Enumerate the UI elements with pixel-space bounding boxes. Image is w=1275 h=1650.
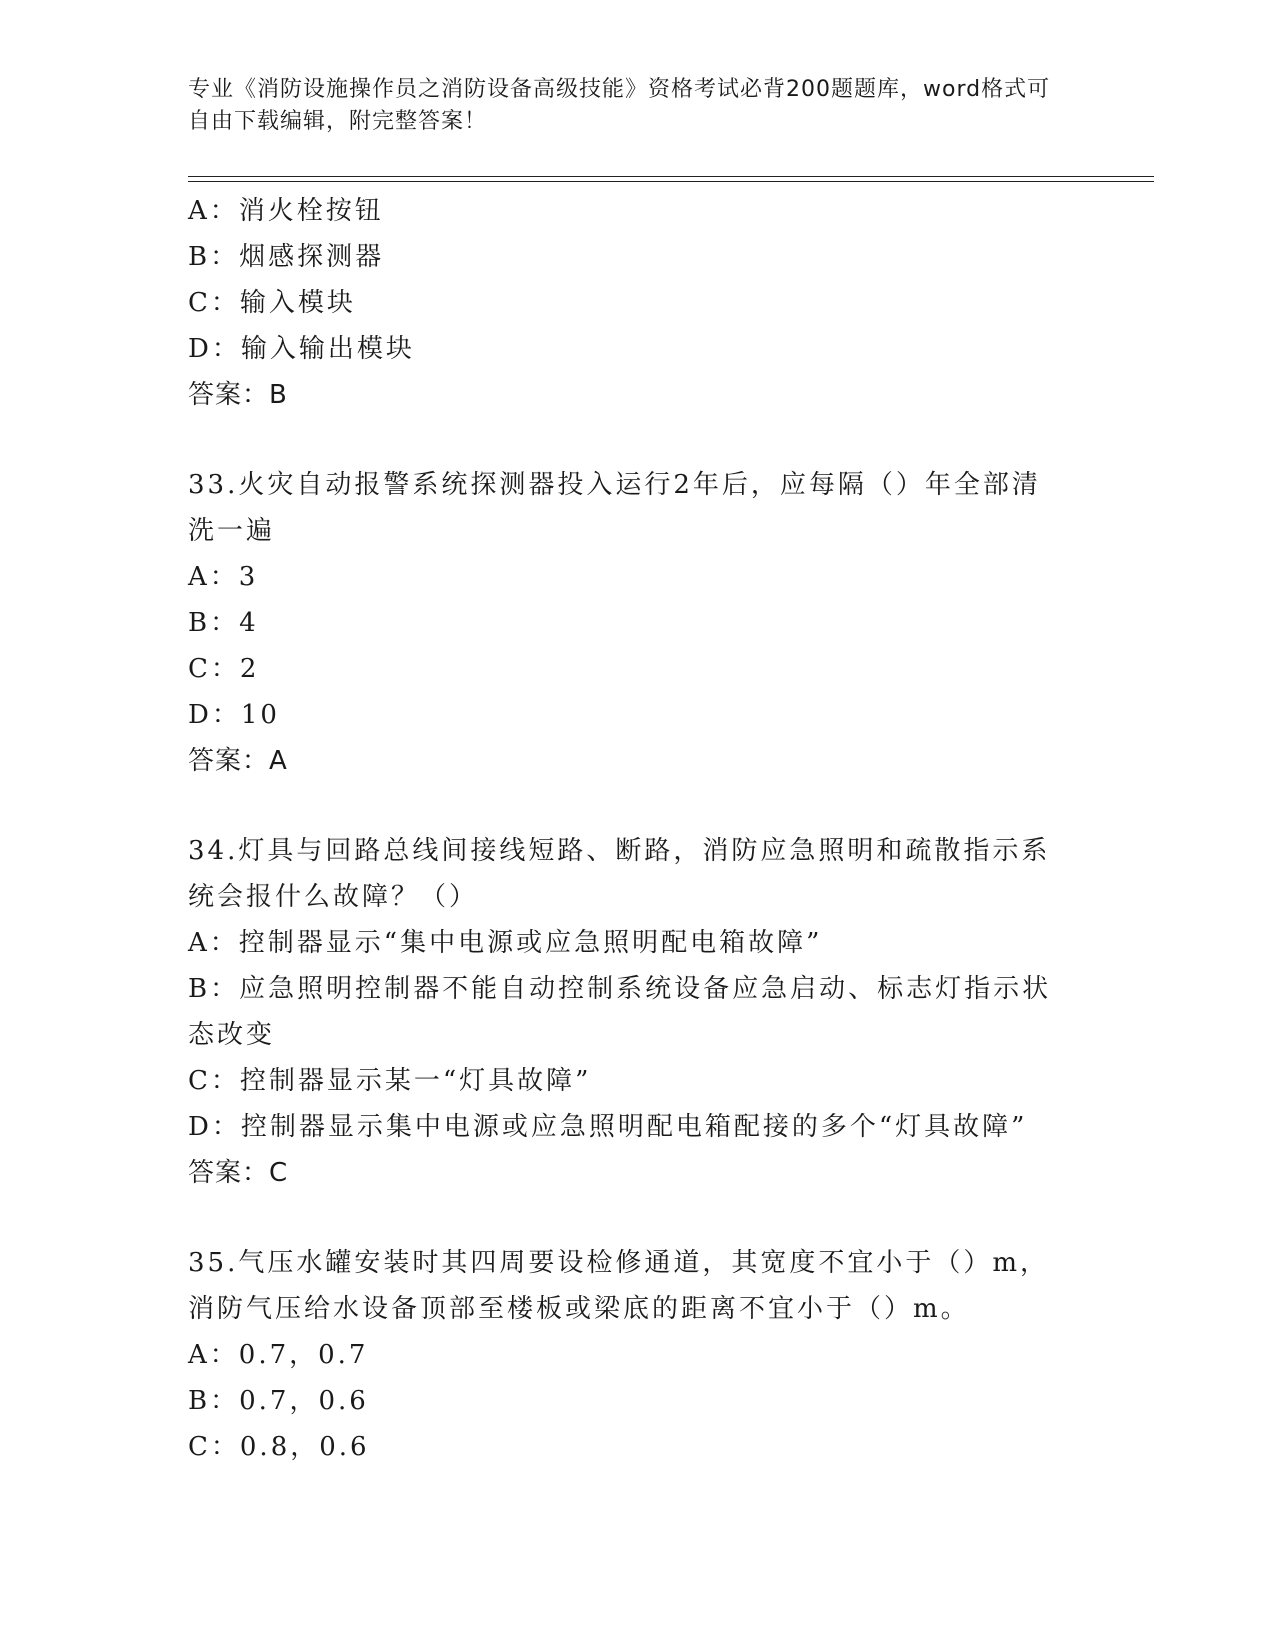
- option-d: D：输入输出模块: [188, 334, 415, 364]
- option-a: A：3: [188, 562, 259, 592]
- option-d: D：控制器显示集中电源或应急照明配电箱配接的多个“灯具故障”: [188, 1112, 1028, 1142]
- option-b: B：烟感探测器: [188, 242, 385, 272]
- question-text: 35.气压水罐安装时其四周要设检修通道，其宽度不宜小于（）m，消防气压给水设备顶部至楼板或梁底的距离不宜小于（）m。: [188, 1248, 1050, 1324]
- header-divider-top: [188, 176, 1154, 177]
- option-b: B：4: [188, 608, 259, 638]
- spacer: [188, 1196, 1068, 1240]
- answer-line: 答案：B: [188, 380, 288, 410]
- answer-line: 答案：A: [188, 746, 288, 776]
- option-a: A：0.7，0.7: [188, 1340, 369, 1370]
- option-a: A：控制器显示“集中电源或应急照明配电箱故障”: [188, 928, 823, 958]
- question-32-continuation: [188, 188, 1068, 418]
- header-divider-bottom: [188, 181, 1154, 182]
- question-text: 33.火灾自动报警系统探测器投入运行2年后，应每隔（）年全部清洗一遍: [188, 470, 1041, 546]
- option-c: C：控制器显示某一“灯具故障”: [188, 1066, 592, 1096]
- document-header: 专业《消防设施操作员之消防设备高级技能》资格考试必背200题题库，word格式可自由下载编辑，附完整答案！: [188, 77, 1051, 134]
- option-a: A：消火栓按钮: [188, 196, 384, 226]
- answer-line: 答案：C: [188, 1158, 289, 1188]
- option-c: C：0.8，0.6: [188, 1432, 370, 1462]
- option-d: D：10: [188, 700, 280, 730]
- question-35: [188, 1240, 1068, 1470]
- spacer: [188, 784, 1068, 828]
- option-b: B：0.7，0.6: [188, 1386, 369, 1416]
- question-33: [188, 462, 1068, 784]
- option-c: C：输入模块: [188, 288, 356, 318]
- question-list: [188, 188, 1068, 1470]
- question-34: [188, 828, 1068, 1196]
- option-b: B：应急照明控制器不能自动控制系统设备应急启动、标志灯指示状态改变: [188, 974, 1052, 1050]
- option-c: C：2: [188, 654, 260, 684]
- question-text: 34.灯具与回路总线间接线短路、断路，消防应急照明和疏散指示系统会报什么故障？（）: [188, 836, 1051, 912]
- spacer: [188, 418, 1068, 462]
